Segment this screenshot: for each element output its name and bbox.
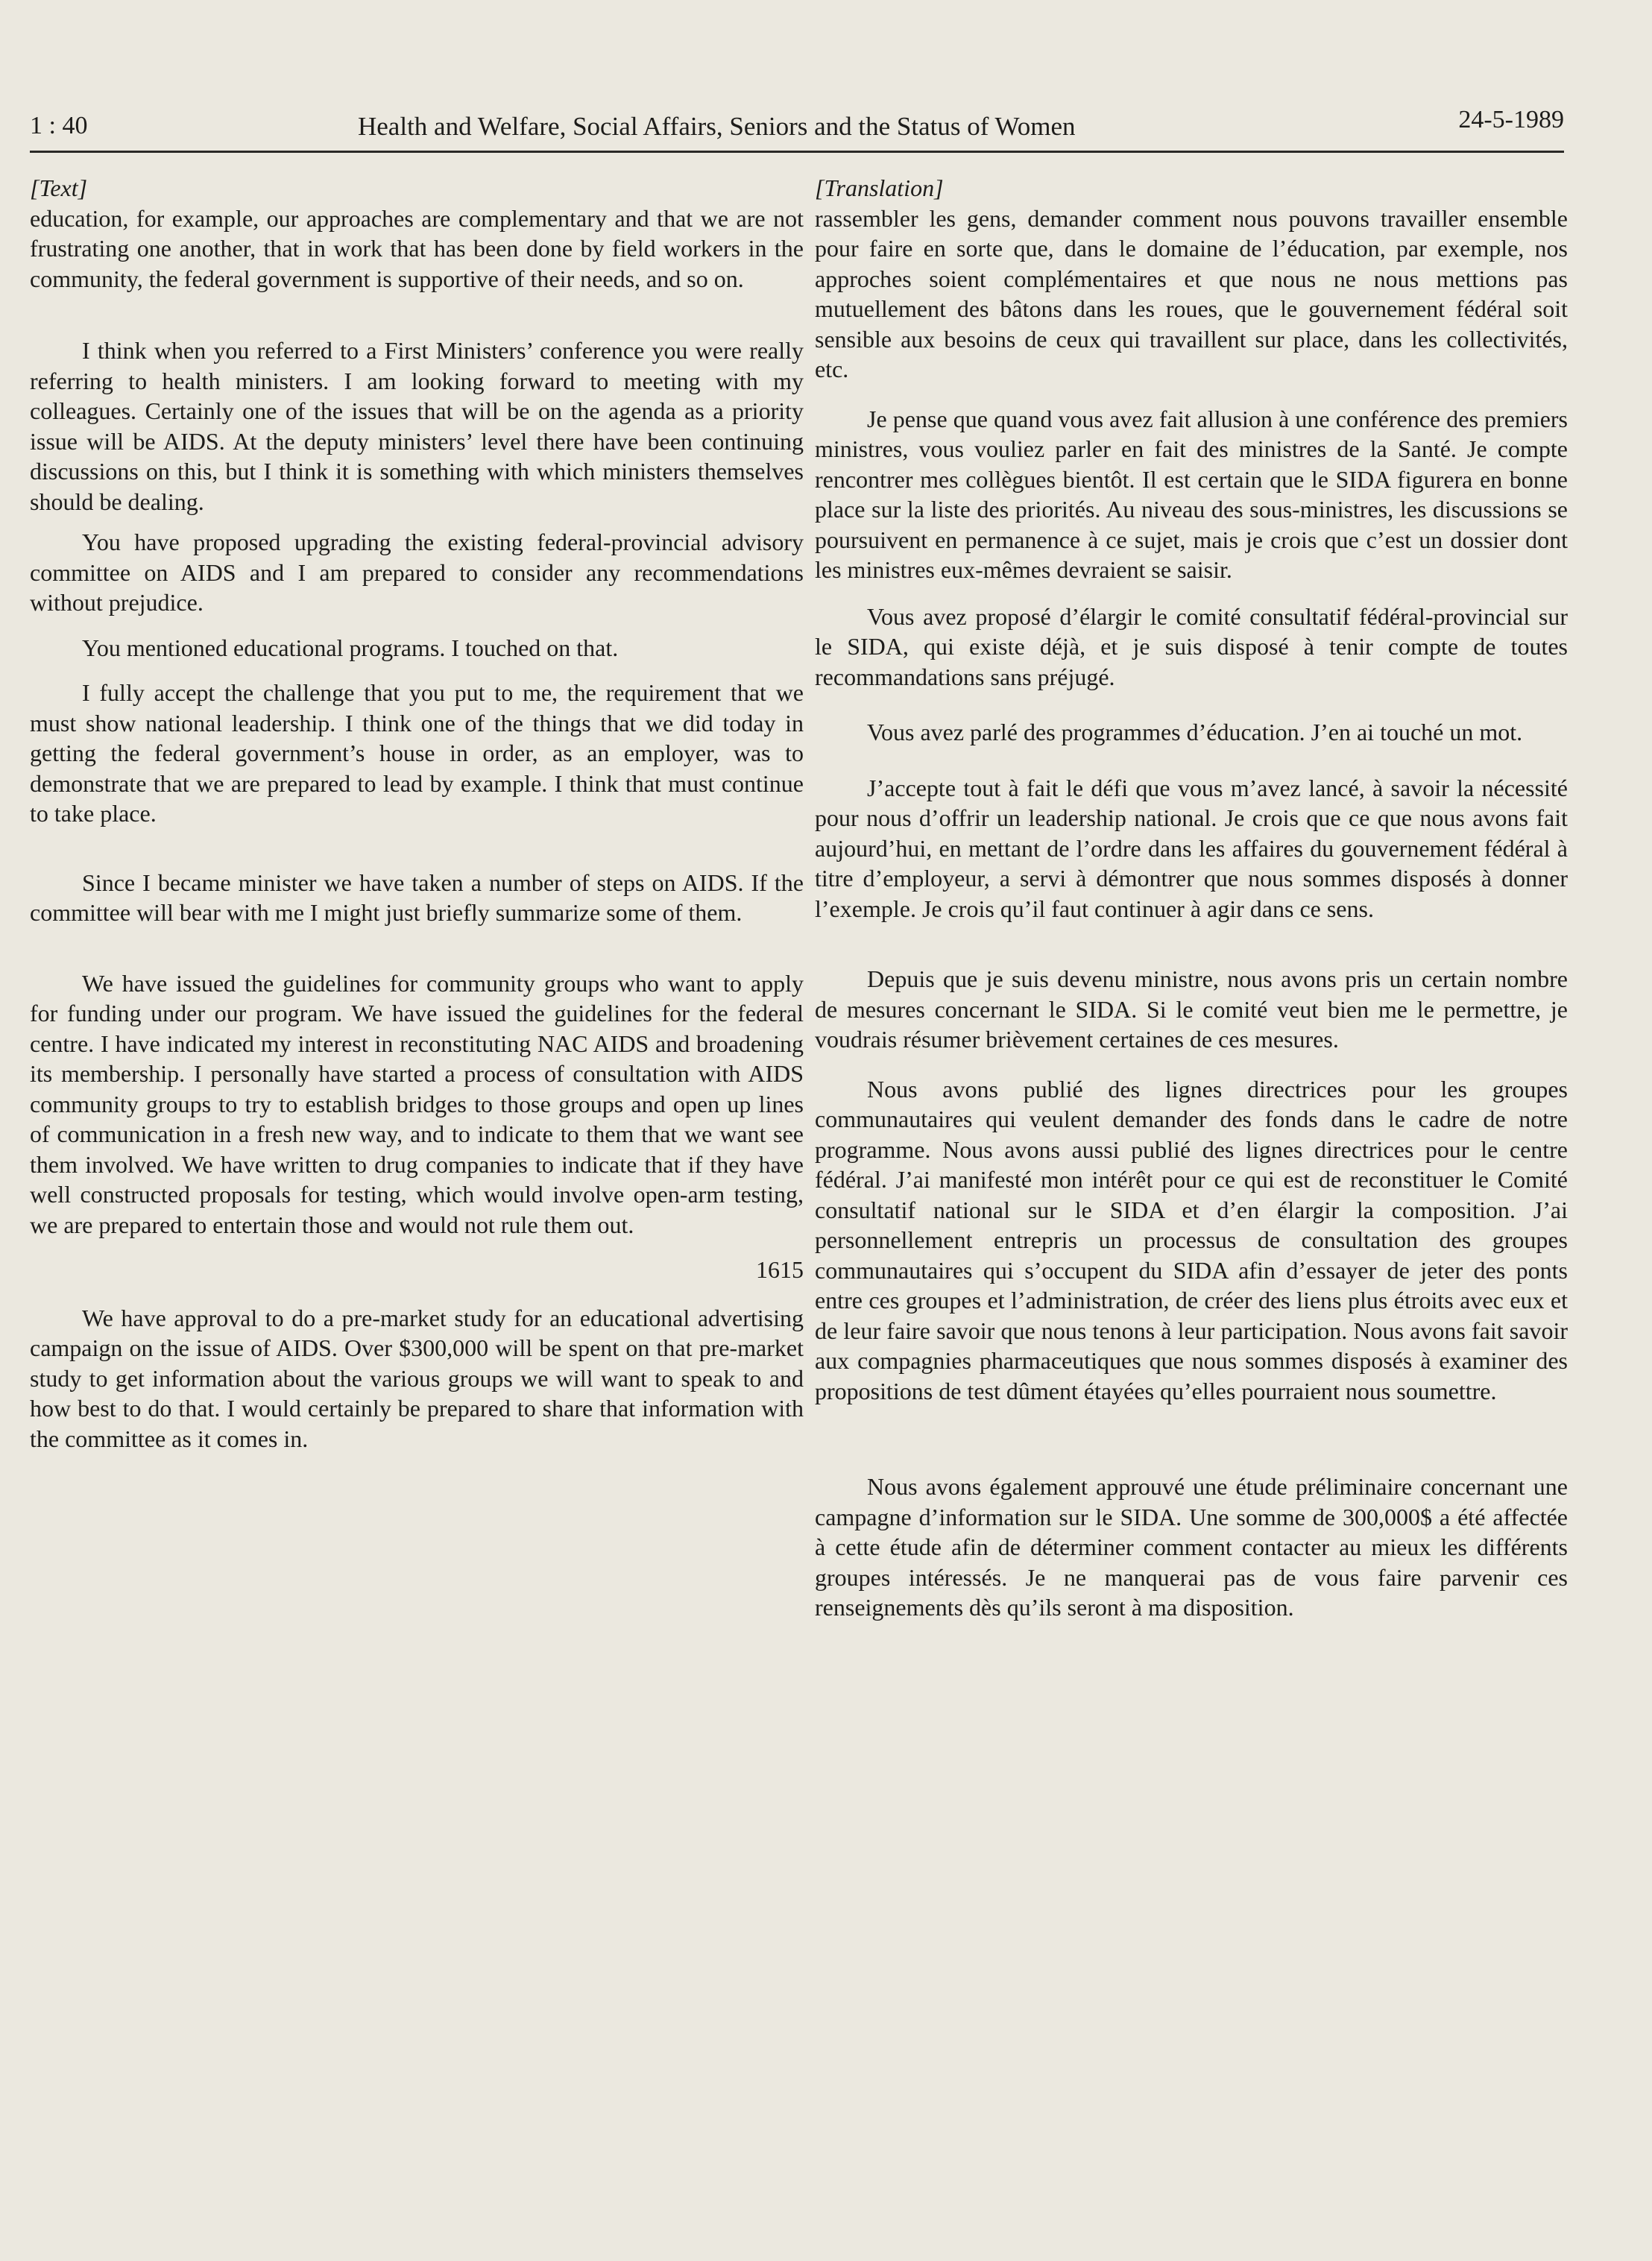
paragraph: rassembler les gens, demander comment nous pouvons travailler ensemble pour faire en sorte que, dans le domaine de l’éducation, par exemple, nos approches soient complémentaires et que nous ne nous mettions pas mutuellement des bâtons dans les roues, que le gouvernement fédéral soit sensible aux besoins de ceux qui travaillent sur place, dans les collectivités, etc. <box>815 204 1568 382</box>
paragraph: We have issued the guidelines for community groups who want to apply for funding under our program. We have issued the guidelines for the federal centre. I have indicated my interest in reconstituting NAC AIDS and broadening its membership. I personally have started a process of consultation with AIDS community groups to try to establish bridges to those groups and open up lines of communication in a fresh new way, and to indicate to them that we want see them involved. We have written to drug companies to indicate that if they have well constructed proposals for testing, which would involve open-arm testing, we are prepared to entertain those and would not rule them out. <box>30 969 804 1238</box>
time-marker: 1615 <box>756 1256 804 1283</box>
text-label: [Text] <box>30 174 88 201</box>
translation-label: [Translation] <box>815 174 944 201</box>
paragraph: education, for example, our approaches are complementary and that we are not frustrating one another, that in work that has been done by field workers in the community, the federal government is supportive of their needs, and so on. <box>30 204 804 292</box>
paragraph: I think when you referred to a First Ministers’ conference you were really referring to health ministers. I am looking forward to meeting with my colleagues. Certainly one of the issues that will be on the agenda as a priority issue will be AIDS. At the deputy ministers’ level there have been continuing discussions on this, but I think it is something with which ministers themselves should be dealing. <box>30 337 804 515</box>
page-title: Health and Welfare, Social Affairs, Seniors and the Status of Women <box>358 112 1076 141</box>
paragraph: Depuis que je suis devenu ministre, nous avons pris un certain nombre de mesures concernant le SIDA. Si le comité veut bien me le permettre, je voudrais résumer brièvement certaines de ces mesures. <box>815 965 1568 1053</box>
page-date: 24-5-1989 <box>1458 106 1564 133</box>
paragraph: Vous avez parlé des programmes d’éducation. J’en ai touché un mot. <box>867 719 1523 745</box>
paragraph: Since I became minister we have taken a number of steps on AIDS. If the committee will bear with me I might just briefly summarize some of them. <box>30 868 804 926</box>
paragraph: Vous avez proposé d’élargir le comité consultatif fédéral-provincial sur le SIDA, qui existe déjà, et je suis disposé à tenir compte de toutes recommandations sans préjugé. <box>815 602 1568 690</box>
paragraph: We have approval to do a pre-market study for an educational advertising campaign on the issue of AIDS. Over $300,000 will be spent on that pre-market study to get information about the various groups we will want to speak to and how best to do that. I would certainly be prepared to share that information with the committee as it comes in. <box>30 1304 804 1452</box>
paragraph: You have proposed upgrading the existing federal-provincial advisory committee on AIDS and I am prepared to consider any recommendations without prejudice. <box>30 529 804 616</box>
english-column <box>30 173 804 1454</box>
french-column <box>815 173 1568 1623</box>
page-number: 1 : 40 <box>30 112 88 139</box>
page-header <box>30 106 1564 153</box>
paragraph: I fully accept the challenge that you put to me, the requirement that we must show national leadership. I think one of the things that we did today in getting the federal government’s house in order, as an employer, was to demonstrate that we are prepared to lead by example. I think that must continue to take place. <box>30 679 804 827</box>
paragraph: Je pense que quand vous avez fait allusion à une conférence des premiers ministres, vous vouliez parler en fait des ministres de la Santé. Je compte rencontrer mes collègues bientôt. Il est certain que le SIDA figurera en bonne place sur la liste des priorités. Au niveau des sous-ministres, les discussions se poursuivent en permanence à ce sujet, mais je crois que c’est un dossier dont les ministres eux-mêmes devraient se saisir. <box>815 405 1568 583</box>
paragraph: You mentioned educational programs. I touched on that. <box>82 634 619 661</box>
paragraph: J’accepte tout à fait le défi que vous m’avez lancé, à savoir la nécessité pour nous d’offrir un leadership national. Je crois que ce que nous avons fait aujourd’hui, en mettant de l’ordre dans les affaires du gouvernement fédéral à titre d’employeur, a servi à démontrer que nous sommes disposés à donner l’exemple. Je crois qu’il faut continuer à agir dans ce sens. <box>815 774 1568 922</box>
paragraph: Nous avons également approuvé une étude préliminaire concernant une campagne d’information sur le SIDA. Une somme de 300,000$ a été affectée à cette étude afin de déterminer comment contacter au mieux les différents groupes intéressés. Je ne manquerai pas de vous faire parvenir ces renseignements dès qu’ils seront à ma disposition. <box>815 1473 1568 1621</box>
paragraph: Nous avons publié des lignes directrices pour les groupes communautaires qui veulent demander des fonds dans le cadre de notre programme. Nous avons aussi publié des lignes directrices pour le centre fédéral. J’ai manifesté mon intérêt pour ce qui est de reconstituer le Comité consultatif national sur le SIDA et d’en élargir la composition. J’ai personnellement entrepris un processus de consultation des groupes communautaires qui s’occupent du SIDA afin d’essayer de jeter des ponts entre ces groupes et l’administration, de créer des liens plus étroits avec eux et de leur faire savoir que nous tenons à leur participation. Nous avons fait savoir aux compagnies pharmaceutiques que nous sommes disposés à examiner des propositions de test dûment étayées qu’elles pourraient nous soumettre. <box>815 1075 1568 1404</box>
